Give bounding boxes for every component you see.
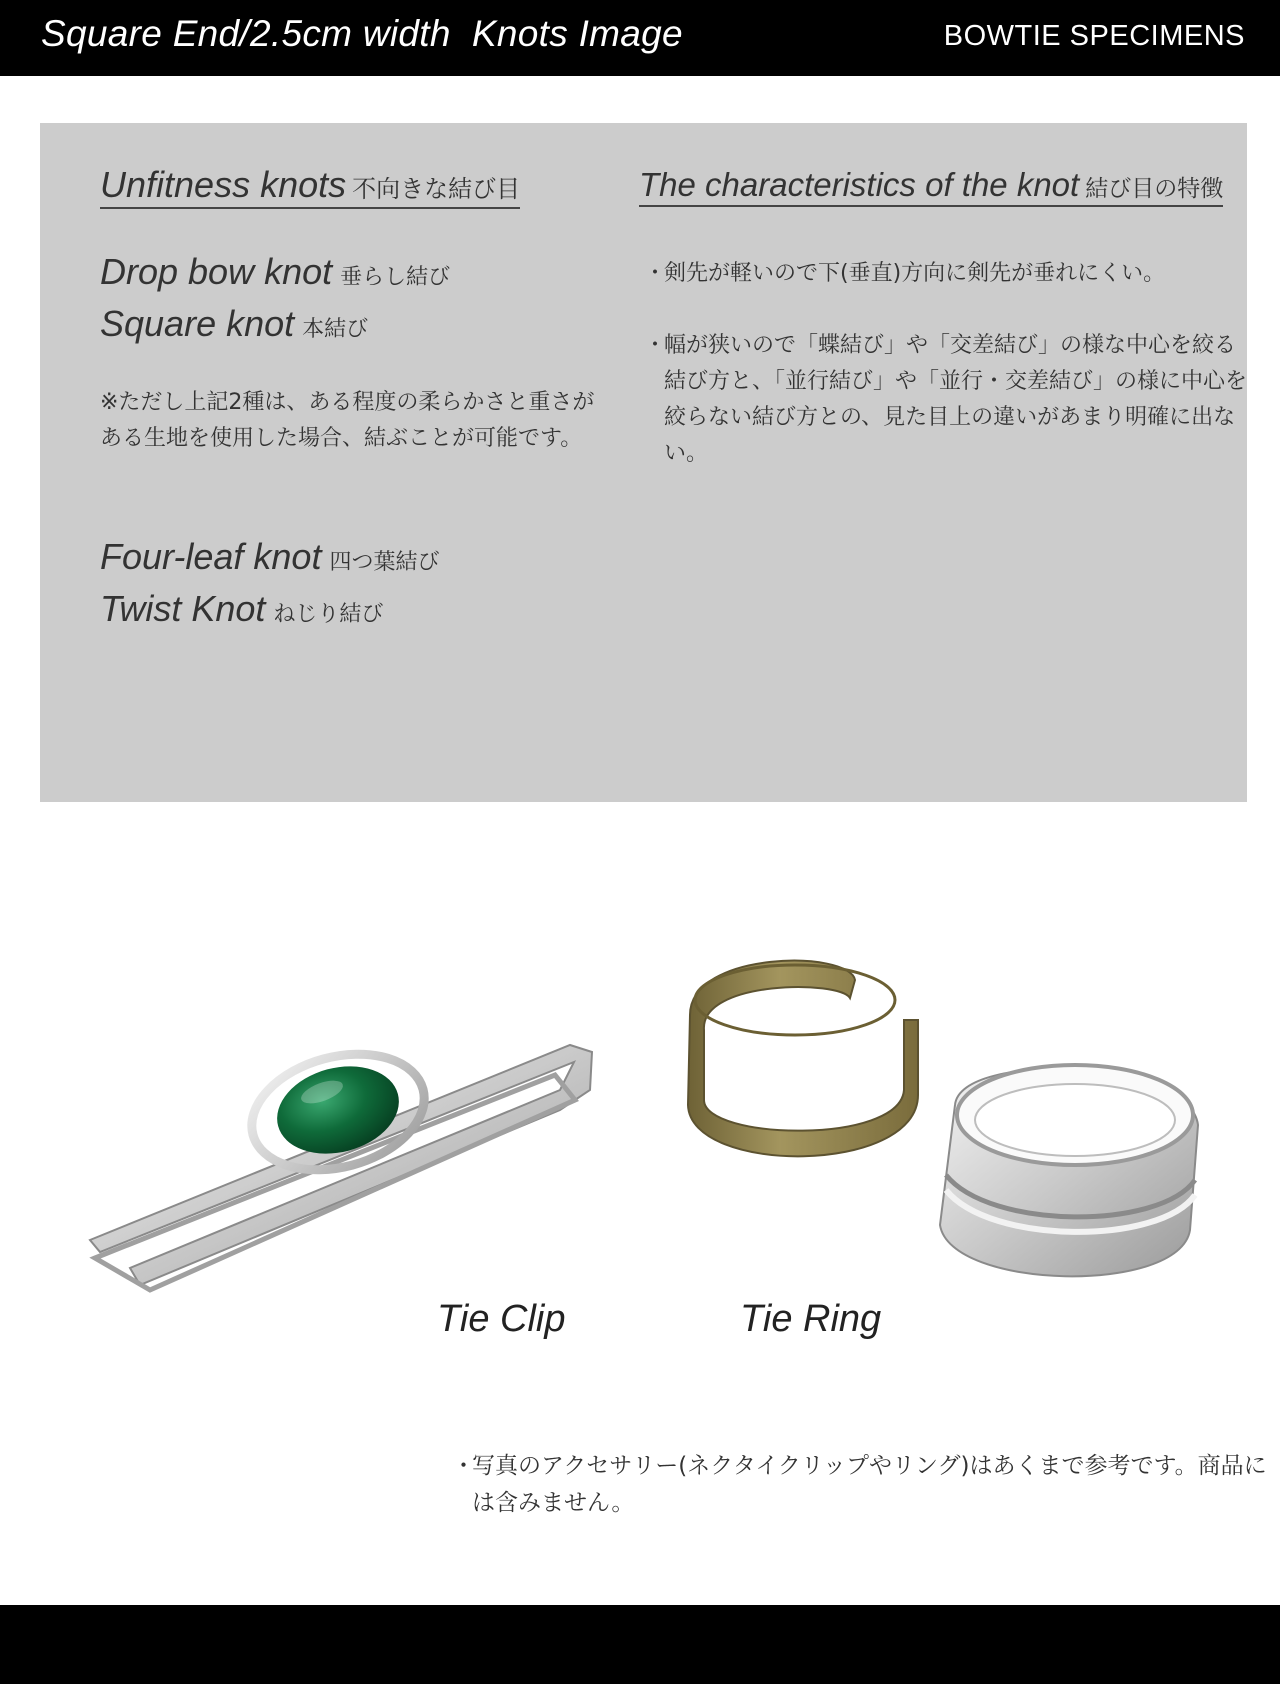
brand-name: BOWTIE SPECIMENS bbox=[943, 20, 1245, 52]
disclaimer-text: 写真のアクセサリー(ネクタイクリップやリング)はあくまで参考です。商品には含みません。 bbox=[472, 1453, 1267, 1516]
knot-item bbox=[100, 588, 383, 630]
unfit-knots-heading bbox=[100, 164, 520, 209]
knot-name-ja: 本結び bbox=[302, 317, 369, 342]
characteristics-heading bbox=[639, 166, 1223, 207]
knot-name-ja: 四つ葉結び bbox=[329, 550, 440, 575]
tie-ring-caption: Tie Ring bbox=[740, 1298, 882, 1340]
tie-clip-caption: Tie Clip bbox=[437, 1298, 566, 1340]
knot-name-en: Twist Knot bbox=[100, 588, 266, 629]
bullet-mark: ・ bbox=[644, 261, 667, 286]
characteristic-text: 剣先が軽いので下(垂直)方向に剣先が垂れにくい。 bbox=[664, 261, 1166, 286]
header-bar bbox=[0, 0, 1280, 76]
knot-name-ja: 垂らし結び bbox=[340, 265, 451, 290]
unfit-knots-heading-en: Unfitness knots bbox=[100, 164, 347, 205]
characteristics-heading-ja: 結び目の特徴 bbox=[1085, 176, 1224, 202]
tie-ring-image bbox=[688, 961, 918, 1157]
characteristic-item bbox=[644, 256, 1254, 292]
bullet-mark: ・ bbox=[644, 333, 667, 358]
characteristics-heading-en: The characteristics of the knot bbox=[639, 166, 1080, 203]
knot-info-panel bbox=[40, 123, 1247, 802]
accessory-photos bbox=[0, 940, 1280, 1360]
knot-name-en: Drop bow knot bbox=[100, 251, 333, 292]
silver-ring-image bbox=[940, 1065, 1198, 1276]
knot-item bbox=[100, 303, 368, 345]
page-title: Square End/2.5cm width Knots Image bbox=[41, 13, 683, 54]
knot-item bbox=[100, 251, 450, 293]
knot-name-en: Square knot bbox=[100, 303, 295, 344]
knot-note: ※ただし上記2種は、ある程度の柔らかさと重さがある生地を使用した場合、結ぶことが可能です。 bbox=[100, 390, 595, 451]
unfit-knots-heading-ja: 不向きな結び目 bbox=[352, 175, 521, 203]
characteristic-item bbox=[644, 328, 1254, 472]
knot-name-en: Four-leaf knot bbox=[100, 536, 322, 577]
knot-item bbox=[100, 536, 439, 578]
characteristic-text: 幅が狭いので「蝶結び」や「交差結び」の様な中心を絞る結び方と、「並行結び」や「並行・交差結び」の様に中心を絞らない結び方との、見た目上の違いがあまり明確に出ない。 bbox=[664, 333, 1248, 466]
tie-clip-image bbox=[85, 1036, 592, 1290]
bullet-mark: ・ bbox=[452, 1453, 475, 1479]
knot-name-ja: ねじり結び bbox=[273, 602, 384, 627]
footer-bar bbox=[0, 1605, 1280, 1684]
disclaimer-note bbox=[452, 1448, 1272, 1522]
